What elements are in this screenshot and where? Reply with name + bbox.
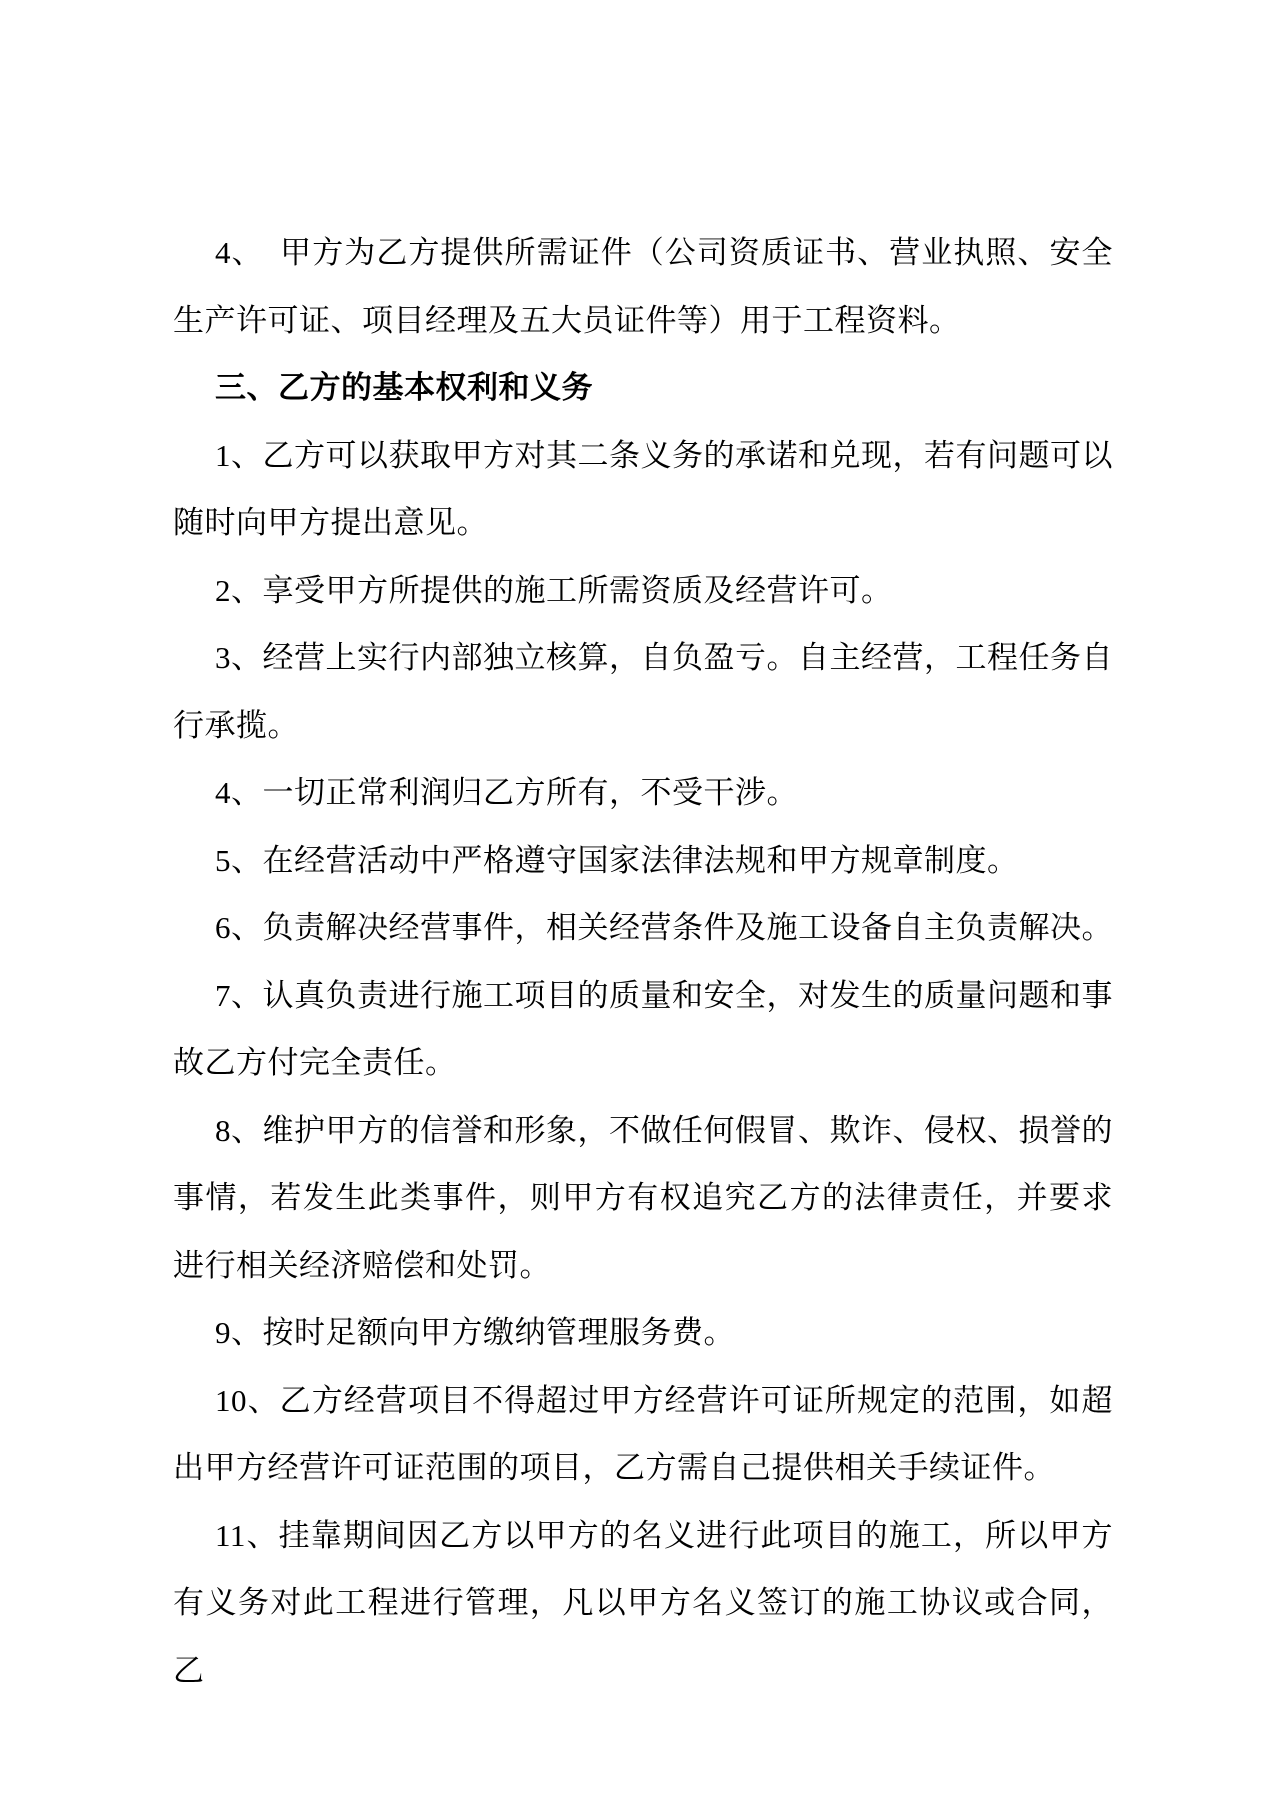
contract-clause: 7、认真负责进行施工项目的质量和安全，对发生的质量问题和事故乙方付完全责任。 xyxy=(173,977,1113,1080)
contract-clause: 6、负责解决经营事件，相关经营条件及施工设备自主负责解决。 xyxy=(215,910,1113,945)
contract-clause: 9、按时足额向甲方缴纳管理服务费。 xyxy=(215,1315,735,1350)
contract-clause: 2、享受甲方所提供的施工所需资质及经营许可。 xyxy=(215,572,893,608)
contract-clause: 10、乙方经营项目不得超过甲方经营许可证所规定的范围，如超出甲方经营许可证范围的项目，乙方需自己提供相关手续证件。 xyxy=(173,1382,1113,1485)
contract-clause: 1、乙方可以获取甲方对其二条义务的承诺和兑现，若有问题可以随时向甲方提出意见。 xyxy=(173,437,1113,540)
contract-clause: 8、维护甲方的信誉和形象，不做任何假冒、欺诈、侵权、损誉的事情，若发生此类事件，则甲方有权追究乙方的法律责任，并要求进行相关经济赔偿和处罚。 xyxy=(173,1112,1113,1283)
contract-clause: 4、一切正常利润归乙方所有，不受干涉。 xyxy=(215,775,798,810)
contract-clause: 5、在经营活动中严格遵守国家法律法规和甲方规章制度。 xyxy=(215,842,1019,878)
document-page xyxy=(173,219,1113,1704)
section-heading: 三、乙方的基本权利和义务 xyxy=(215,370,593,405)
contract-clause: 11、挂靠期间因乙方以甲方的名义进行此项目的施工，所以甲方有义务对此工程进行管理，凡以甲方名义签订的施工协议或合同，乙 xyxy=(173,1517,1113,1688)
contract-clause: 3、经营上实行内部独立核算，自负盈亏。自主经营，工程任务自行承揽。 xyxy=(173,640,1113,743)
contract-clause: 4、 甲方为乙方提供所需证件（公司资质证书、营业执照、安全生产许可证、项目经理及五大员证件等）用于工程资料。 xyxy=(173,235,1113,338)
